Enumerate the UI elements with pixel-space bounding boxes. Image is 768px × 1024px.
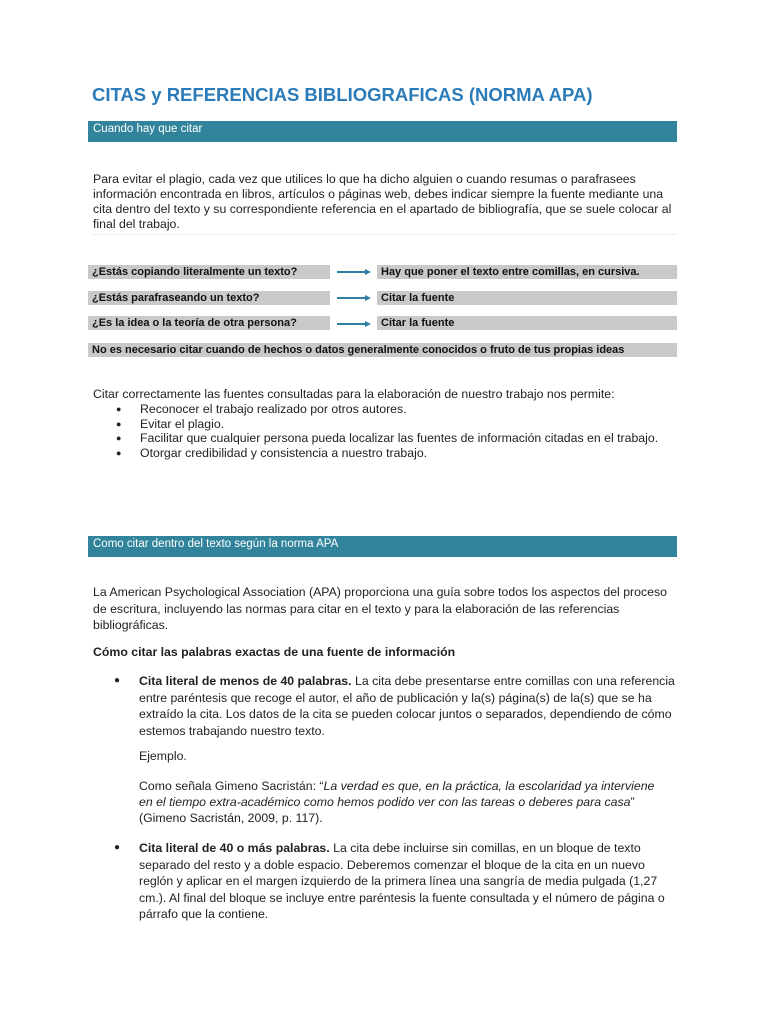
subheading: Cómo citar las palabras exactas de una fuente de información	[93, 645, 456, 659]
answer-box: Hay que poner el texto entre comillas, en cursiva.	[377, 265, 677, 279]
answer-box: Citar la fuente	[377, 291, 677, 305]
note-box: No es necesario citar cuando de hechos o datos generalmente conocidos o fruto de tus propias ideas	[88, 343, 677, 357]
benefits-list	[116, 402, 676, 460]
benefits-intro: Citar correctamente las fuentes consultadas para la elaboración de nuestro trabajo nos permite:	[93, 387, 615, 401]
divider	[92, 234, 677, 235]
bullet-icon: ●	[114, 675, 121, 686]
list-item: ● Evitar el plagio.	[116, 416, 225, 431]
intro-paragraph: Para evitar el plagio, cada vez que utilices lo que ha dicho alguien o cuando resumas o parafrasees información encontrada en libros, artículos o páginas web, debes indicar siempre la fuente mediante una cita dentro del texto y su correspondiente referencia en el apartado de bibliografía, que se suele colocar al final del trabajo.	[93, 172, 672, 231]
document-title: CITAS y REFERENCIAS BIBLIOGRAFICAS (NORMA APA)	[92, 84, 593, 105]
list-item: ● Facilitar que cualquier persona pueda localizar las fuentes de información citadas en el trabajo.	[116, 431, 659, 445]
example-quote: Como señala Gimeno Sacristán: “La verdad es que, en la práctica, la escolaridad ya interviene en el tiempo extra-académico como hemos podido ver con las tareas o deberes para casa” (Gimeno Sacristán, 2009, p. 117).	[139, 779, 655, 825]
list-item: Cita literal de 40 o más palabras. La cita debe incluirse sin comillas, en un bloque de texto separado del resto y a doble espacio. Deberemos comenzar el bloque de la cita en un nuevo reglón y aplicar en el margen izquierdo de la primera línea una sangría de media pulgada (1,27 cm.). Al final del bloque se incluye entre paréntesis la fuente consultada y el número de página o párrafo que la contiene.	[139, 841, 665, 921]
section-header-como-citar: Como citar dentro del texto según la norma APA	[88, 536, 677, 557]
example-label: Ejemplo.	[139, 749, 187, 763]
list-item: Cita literal de menos de 40 palabras. La cita debe presentarse entre comillas con una referencia entre paréntesis que recoge el autor, el año de publicación y la(s) página(s) de la(s) que se ha extraído la cita. Los datos de la cita se pueden colocar juntos o separados, dependiendo de cómo estemos trabajando nuestro texto.	[139, 674, 675, 738]
right-arrow-icon	[337, 268, 371, 276]
apa-intro-paragraph: La American Psychological Association (APA) proporciona una guía sobre todos los aspectos del proceso de escritura, incluyendo las normas para citar en el texto y para la elaboración de las referencias bibliográficas.	[93, 585, 667, 632]
question-box: ¿Es la idea o la teoría de otra persona?	[88, 316, 330, 330]
right-arrow-icon	[337, 294, 371, 302]
question-box: ¿Estás copiando literalmente un texto?	[88, 265, 330, 279]
answer-box: Citar la fuente	[377, 316, 677, 330]
list-item: ● Reconocer el trabajo realizado por otros autores.	[116, 402, 407, 416]
question-box: ¿Estás parafraseando un texto?	[88, 291, 330, 305]
right-arrow-icon	[337, 320, 371, 328]
list-item: ● Otorgar credibilidad y consistencia a nuestro trabajo.	[116, 445, 428, 460]
section-header-cuando-citar: Cuando hay que citar	[88, 121, 677, 142]
bullet-icon: ●	[114, 842, 121, 853]
